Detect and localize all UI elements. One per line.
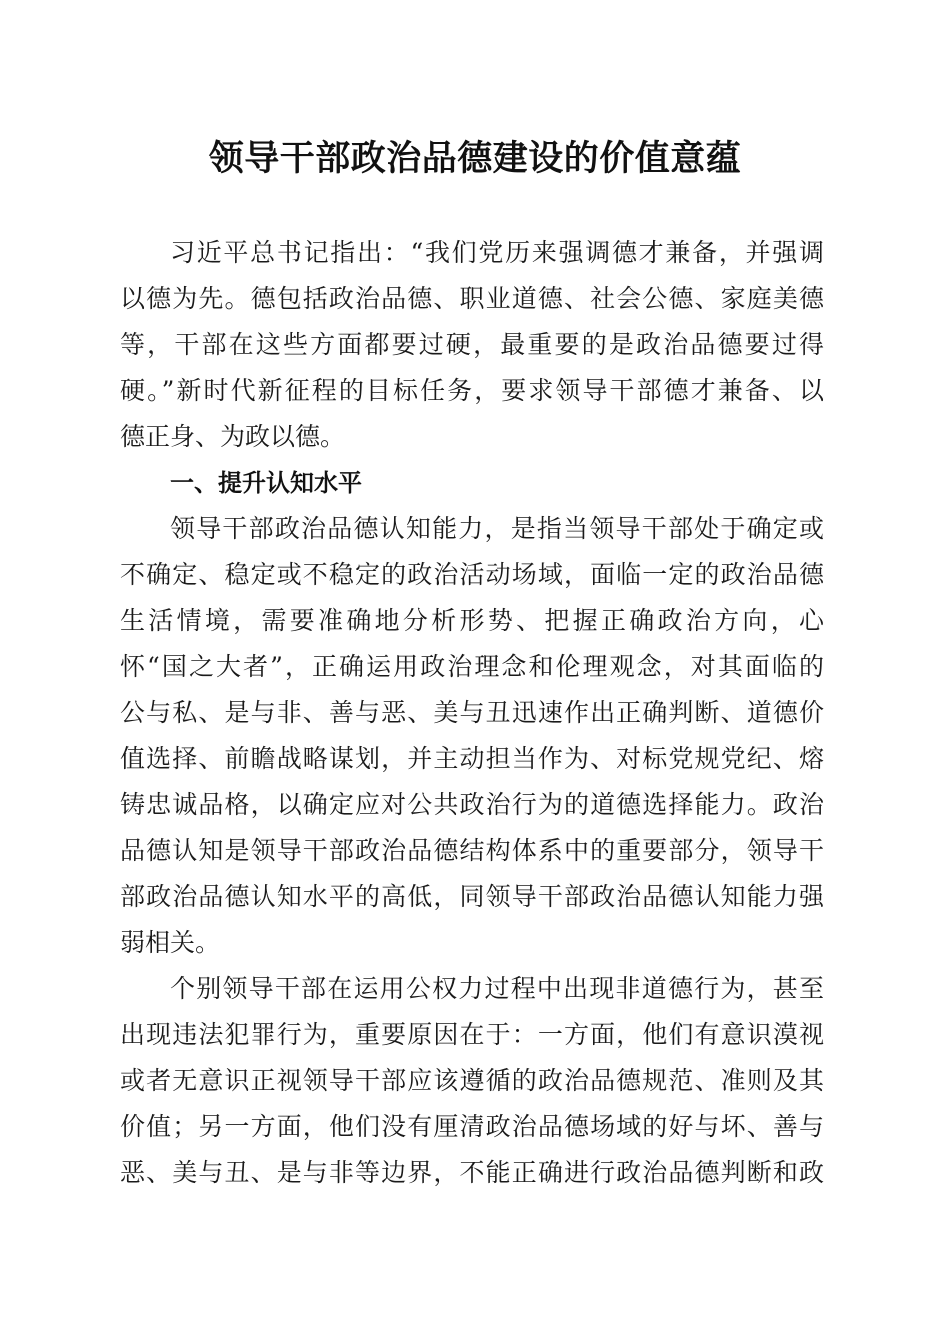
paragraph-line: 领导干部政治品德认知能力，是指当领导干部处于确定或 bbox=[170, 514, 824, 543]
paragraph-line: 部政治品德认知水平的高低，同领导干部政治品德认知能力强 bbox=[120, 882, 824, 911]
paragraph-line: 值选择、前瞻战略谋划，并主动担当作为、对标党规党纪、熔 bbox=[120, 744, 824, 773]
paragraph-line: 硬。”新时代新征程的目标任务，要求领导干部德才兼备、以 bbox=[120, 376, 824, 405]
paragraph-line: 价值；另一方面，他们没有厘清政治品德场域的好与坏、善与 bbox=[120, 1112, 824, 1141]
paragraph-line: 德正身、为政以德。 bbox=[120, 422, 346, 451]
paragraph-line: 个别领导干部在运用公权力过程中出现非道德行为，甚至 bbox=[170, 974, 824, 1003]
paragraph-line: 品德认知是领导干部政治品德结构体系中的重要部分，领导干 bbox=[120, 836, 824, 865]
paragraph-line: 公与私、是与非、善与恶、美与丑迅速作出正确判断、道德价 bbox=[120, 698, 824, 727]
paragraph-line: 出现违法犯罪行为，重要原因在于：一方面，他们有意识漠视 bbox=[120, 1020, 824, 1049]
paragraph-line: 以德为先。德包括政治品德、职业道德、社会公德、家庭美德 bbox=[120, 284, 824, 313]
paragraph-line: 等，干部在这些方面都要过硬，最重要的是政治品德要过得 bbox=[120, 330, 824, 359]
section-heading: 一、提升认知水平 bbox=[170, 469, 362, 497]
document-body bbox=[120, 230, 824, 1196]
paragraph-intro bbox=[120, 230, 824, 460]
paragraph-cognition bbox=[120, 506, 824, 966]
paragraph-causes bbox=[120, 966, 824, 1196]
paragraph-line: 弱相关。 bbox=[120, 928, 221, 957]
page-title: 领导干部政治品德建设的价值意蕴 bbox=[208, 138, 742, 179]
paragraph-line: 或者无意识正视领导干部应该遵循的政治品德规范、准则及其 bbox=[120, 1066, 824, 1095]
paragraph-line: 习近平总书记指出：“我们党历来强调德才兼备，并强调 bbox=[170, 238, 824, 267]
paragraph-line: 生活情境，需要准确地分析形势、把握正确政治方向，心 bbox=[120, 606, 824, 635]
paragraph-line: 恶、美与丑、是与非等边界，不能正确进行政治品德判断和政 bbox=[120, 1158, 824, 1187]
paragraph-line: 不确定、稳定或不稳定的政治活动场域，面临一定的政治品德 bbox=[120, 560, 824, 589]
paragraph-line: 铸忠诚品格，以确定应对公共政治行为的道德选择能力。政治 bbox=[120, 790, 824, 819]
paragraph-line: 怀“国之大者”，正确运用政治理念和伦理观念，对其面临的 bbox=[120, 652, 824, 681]
